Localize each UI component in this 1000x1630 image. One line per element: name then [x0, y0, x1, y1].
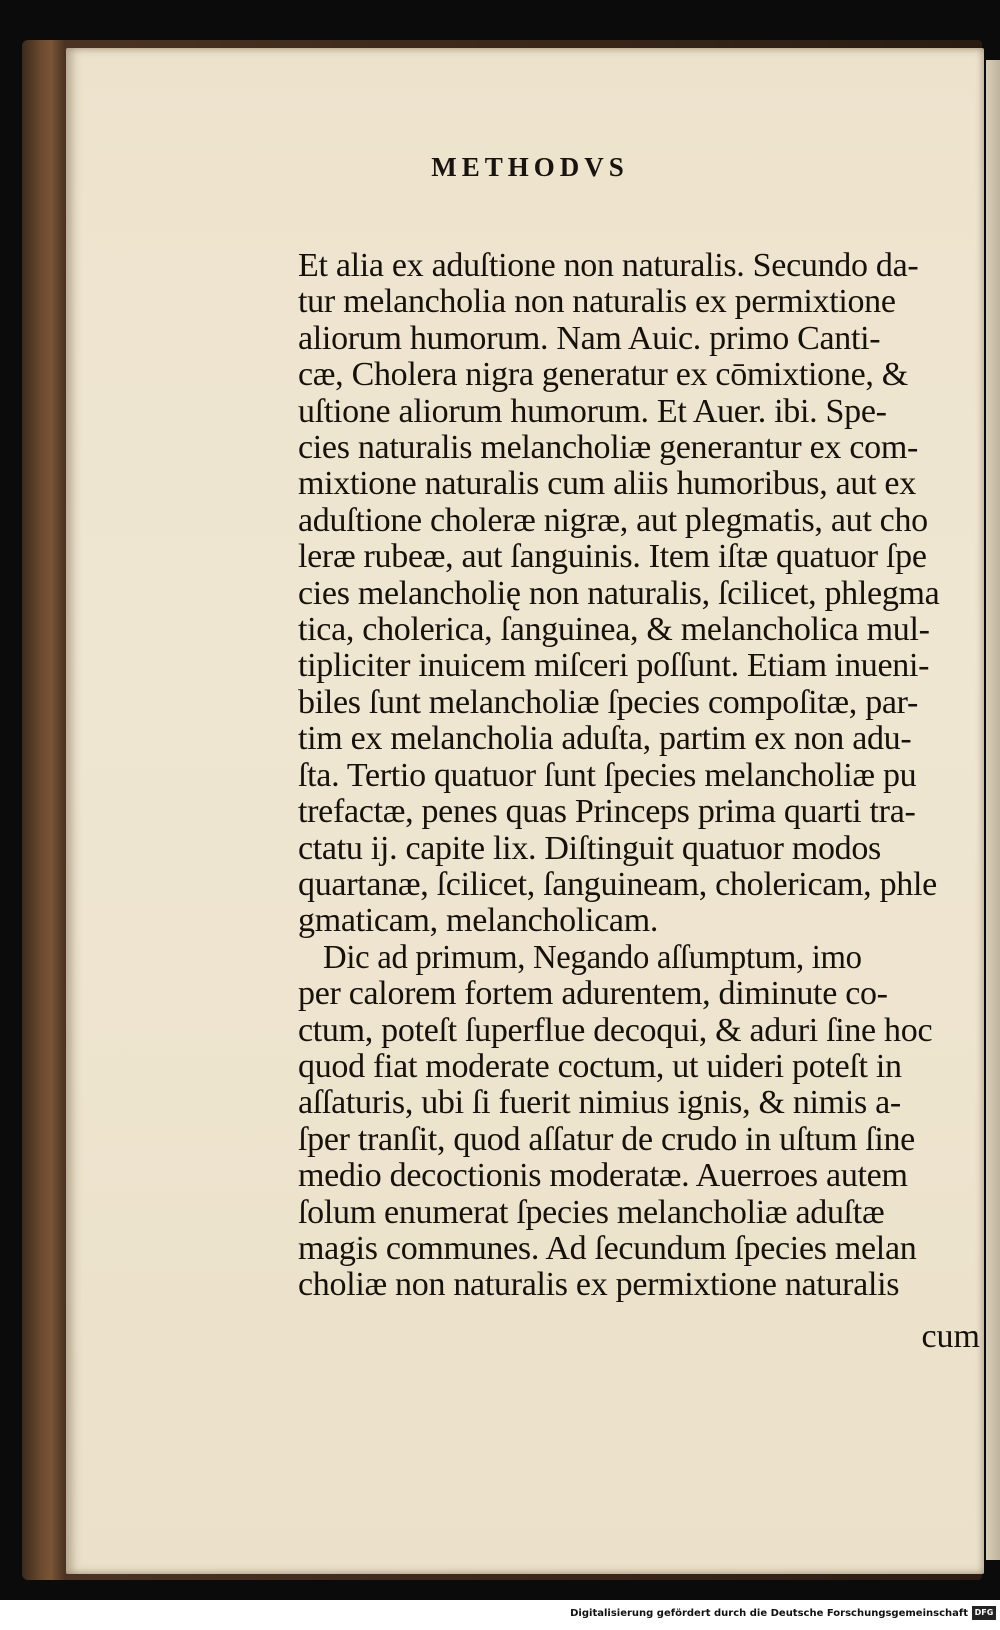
- text-line: cæ, Cholera nigra generatur ex cōmixtione, &: [298, 356, 908, 394]
- funding-credit: Digitalisierung gefördert durch die Deutsche Forschungsgemeinschaft: [570, 1608, 968, 1619]
- text-line: ctatu ij. capite lix. Diſtinguit quatuor modos: [298, 829, 881, 867]
- text-line: aduſtione choleræ nigræ, aut plegmatis, aut cho: [298, 501, 928, 539]
- text-line: ſta. Tertio quatuor ſunt ſpecies melancholiæ pu: [298, 756, 917, 794]
- text-line: ctum, poteſt ſuperflue decoqui, & aduri ſine hoc: [298, 1011, 933, 1049]
- text-line: quartanæ, ſcilicet, ſanguineam, cholericam, phle: [298, 865, 937, 903]
- text-line: tipliciter inuicem miſceri poſſunt. Etiam inueni-: [298, 647, 930, 685]
- text-line: magis communes. Ad ſecundum ſpecies melan: [298, 1229, 917, 1267]
- text-line: ſper tranſit, quod aſſatur de crudo in uſtum ſine: [298, 1120, 915, 1158]
- text-line: leræ rubeæ, aut ſanguinis. Item iſtæ quatuor ſpe: [298, 538, 927, 576]
- text-line: Et alia ex aduſtione non naturalis. Secundo da-: [298, 247, 919, 284]
- text-line: tur melancholia non naturalis ex permixtione: [298, 283, 896, 321]
- text-line: uſtione aliorum humorum. Et Auer. ibi. Spe-: [298, 392, 887, 430]
- text-line: Dic ad primum, Negando aſſumptum, imo: [323, 938, 862, 976]
- footer-bar: [0, 1600, 1000, 1630]
- text-line: cies naturalis melancholiæ generantur ex com-: [298, 429, 918, 467]
- running-head: METHODVS: [431, 152, 629, 182]
- text-line: aſſaturis, ubi ſi fuerit nimius ignis, & nimis a-: [298, 1084, 901, 1122]
- text-line: medio decoctionis moderatæ. Auerroes autem: [298, 1157, 908, 1195]
- dfg-logo: DFG: [972, 1606, 996, 1620]
- text-line: biles ſunt melancholiæ ſpecies compoſitæ, par-: [298, 683, 919, 721]
- text-line: quod fiat moderate coctum, ut uideri poteſt in: [298, 1047, 902, 1085]
- text-line: gmaticam, melancholicam.: [298, 902, 659, 940]
- text-line: tim ex melancholia aduſta, partim ex non adu-: [298, 720, 912, 758]
- body-text: [298, 248, 976, 1304]
- text-line: ſolum enumerat ſpecies melancholiæ aduſtæ: [298, 1193, 885, 1231]
- text-line: per calorem fortem adurentem, diminute co-: [298, 975, 888, 1013]
- text-line: tica, cholerica, ſanguinea, & melancholica mul-: [298, 611, 930, 649]
- page-fore-edge: [986, 60, 1000, 1560]
- text-line: aliorum humorum. Nam Auic. primo Canti-: [298, 319, 881, 357]
- catchword: cum: [921, 1318, 980, 1355]
- text-line: mixtione naturalis cum aliis humoribus, aut ex: [298, 465, 916, 503]
- text-line: trefactæ, penes quas Princeps prima quarti tra-: [298, 793, 916, 831]
- text-line: choliæ non naturalis ex permixtione naturalis: [298, 1266, 900, 1304]
- text-line: cies melancholię non naturalis, ſcilicet, phlegma: [298, 574, 940, 612]
